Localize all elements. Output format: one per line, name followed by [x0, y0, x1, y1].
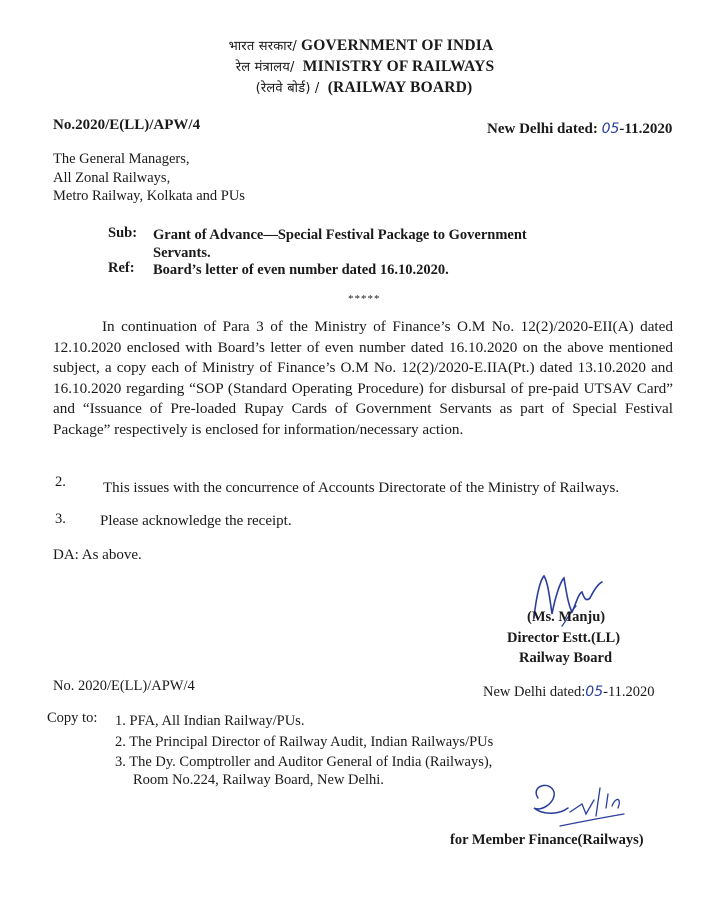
letter-date-handwritten: 05	[601, 121, 620, 137]
enclosure-note: DA: As above.	[53, 547, 142, 563]
for-member-finance: for Member Finance(Railways)	[450, 832, 644, 848]
copy-item-1: 1. PFA, All Indian Railway/PUs.	[115, 713, 305, 729]
header-line-2	[0, 57, 722, 76]
letter-date-label: New Delhi dated:	[487, 121, 598, 137]
header-hindi-3: (रेलवे बोर्ड) /	[255, 81, 320, 96]
subject-line-1: Grant of Advance—Special Festival Package to Government	[153, 227, 527, 243]
signatory-office: Railway Board	[519, 650, 613, 666]
header-english-1: GOVERNMENT OF INDIA	[301, 37, 494, 54]
separator: *****	[348, 293, 381, 305]
addressee-block	[53, 150, 245, 206]
header-english-2: MINISTRY OF RAILWAYS	[302, 58, 495, 75]
copy-date-rest: -11.2020	[603, 684, 655, 700]
body-paragraph-2: This issues with the concurrence of Accounts Directorate of the Ministry of Railways.	[103, 480, 620, 496]
header-english-3: (RAILWAY BOARD)	[327, 79, 473, 96]
header-hindi-1: भारत सरकार/	[228, 39, 297, 54]
copy-item-3-continued: Room No.224, Railway Board, New Delhi.	[133, 772, 384, 788]
copy-item-3: 3. The Dy. Comptroller and Auditor General of India (Railways),	[115, 754, 493, 770]
subject-line-2: Servants.	[153, 245, 211, 261]
subject-label: Sub:	[108, 225, 138, 241]
ref-text: Board’s letter of even number dated 16.10.2020.	[153, 262, 449, 278]
para-2-number: 2.	[55, 474, 66, 490]
body-paragraph-1: In continuation of Para 3 of the Ministry of Finance’s O.M No. 12(2)/2020-EII(A) dated 12.10.2020 enclosed with Board’s letter of even number dated 16.10.2020 on the above mentioned subject, a copy each of Ministry of Finance’s O.M No. 12(2)/2020-E.IIA(Pt.) dated 13.10.2020 and 16.10.2020 regarding “SOP (Standard Operating Procedure) for disbursal of pre-paid UTSAV Card” and “Issuance of Pre-loaded Rupay Cards of Government Servants as part of Special Festival Package” respectively is enclosed for information/necessary action.	[53, 318, 673, 438]
signatory-designation: Director Estt.(LL)	[507, 630, 621, 646]
letter-date-rest: -11.2020	[619, 121, 673, 137]
addressee-line-2: All Zonal Railways,	[53, 169, 171, 186]
letter-number: No.2020/E(LL)/APW/4	[53, 117, 201, 133]
ref-label: Ref:	[108, 260, 135, 276]
copy-number: No. 2020/E(LL)/APW/4	[53, 678, 195, 694]
copy-date-label: New Delhi dated:	[483, 684, 586, 700]
addressee-line-1: The General Managers,	[53, 151, 190, 167]
initials-mark	[520, 778, 630, 833]
copy-date-handwritten: 05	[585, 684, 604, 700]
copy-to-label: Copy to:	[47, 710, 98, 726]
copy-date	[483, 684, 655, 701]
header-line-1	[0, 36, 722, 55]
addressee-line-3: Metro Railway, Kolkata and PUs	[53, 188, 245, 204]
letter-date	[487, 121, 672, 138]
copy-item-2: 2. The Principal Director of Railway Audit, Indian Railways/PUs	[115, 734, 494, 750]
body-paragraph-3: Please acknowledge the receipt.	[100, 513, 292, 529]
signatory-name: (Ms. Manju)	[527, 609, 606, 625]
header-hindi-2: रेल मंत्रालय/	[235, 60, 295, 75]
para-3-number: 3.	[55, 511, 66, 527]
header-line-3	[0, 78, 722, 97]
